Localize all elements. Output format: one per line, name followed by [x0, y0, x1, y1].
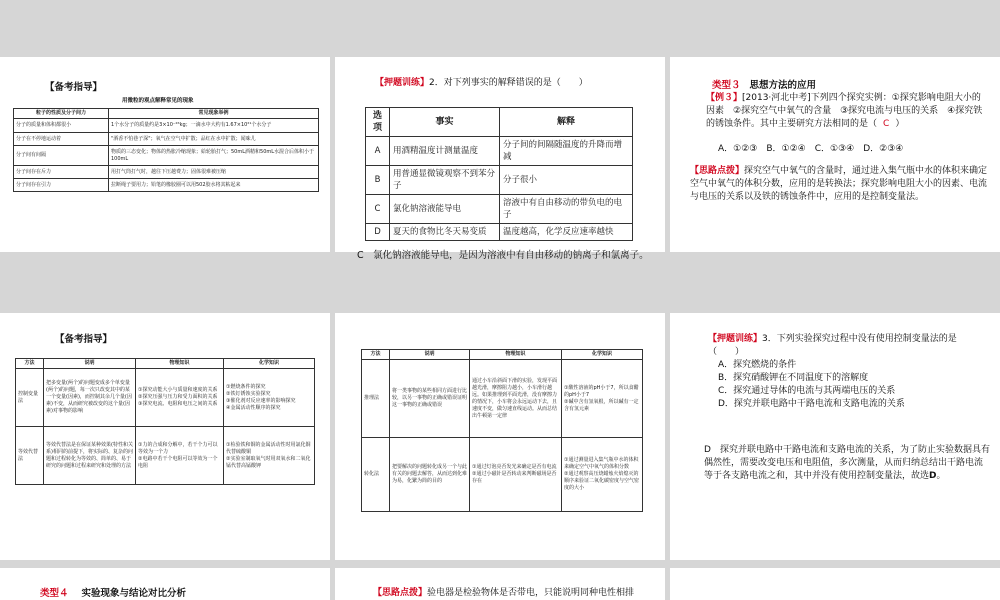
answer-prefix: D [704, 445, 720, 455]
hint-block [690, 165, 990, 204]
option-c: C．探究通过导体的电流与其两端电压的关系 [718, 386, 896, 396]
slide-8-hint[interactable] [335, 568, 665, 600]
slide-4-guidance[interactable] [0, 313, 330, 560]
answer-text: 探究并联电路中干路电流和支路电流的关系，为了防止实验数据具有偶然性，需要改变电压和电阻值，多次测量，从而归纳总结出干路电流等于各支路电流之和，其中并没有使用控制变量法，故选 [704, 445, 990, 481]
table-header: 物理知识 [136, 359, 224, 369]
slide-1-guidance[interactable] [0, 57, 330, 252]
table-header: 方法 [16, 359, 44, 369]
slide-9-blank[interactable] [670, 568, 1000, 600]
hint-tag: 【思路点拨】 [690, 166, 745, 176]
physics-cell: ①通过灯泡亮否发光来确定是否有电流 ②通过小磁针是否转动来判断磁场是否存在 [470, 438, 562, 512]
type-heading [40, 587, 186, 600]
explanation-table [365, 107, 633, 241]
guidance-tag: 【备考指导】 [55, 334, 113, 345]
type-title: 实验现象与结论对比分析 [81, 588, 187, 599]
practice-question [375, 77, 650, 90]
table-row [14, 119, 319, 133]
slide-7-comparison[interactable] [0, 568, 330, 600]
slide-6-practice[interactable] [670, 313, 1000, 560]
description-cell: 把多变量(两个)的问题变成多个单变量(两个)的问题，每一次只改变其中的某一个变量(因素)，而控制其余几个量(因素)不变，从而研究被改变的这个量(因素)对事物的影响 [44, 369, 136, 427]
option-a: A．探究燃烧的条件 [718, 360, 797, 370]
guidance-tag: 【备考指导】 [45, 82, 103, 93]
table-cell: 分子间存在斥力 [14, 166, 109, 179]
type-heading [712, 79, 816, 92]
table-row [14, 179, 319, 192]
chemistry-cell: ①燃烧条件的探究 ②铁钉锈蚀实验探究 ③催化剂对反应速率的影响探究 ④金属活动性顺序的探究 [224, 369, 315, 427]
answer-text: C 氯化钠溶液能导电，是因为溶液中有自由移动的钠离子和氯离子。 [357, 250, 649, 261]
question-text: 3．下列实验探究过程中没有使用控制变量法的是（ ） [708, 334, 957, 357]
methods-table [361, 349, 643, 512]
type-title: 思想方法的应用 [749, 80, 817, 91]
table-cell: 用打气筒打气时，越往下压越费力；固体很难被压缩 [109, 166, 319, 179]
chemistry-cell: ①酸性溶液的pH小于7，所以食醋的pH小于7 ②碱中含有氢氧根，所以碱有一定含有氢元素 [562, 360, 643, 438]
table-row [14, 166, 319, 179]
hint-text: 探究空气中氧气的含量时，通过进入集气瓶中水的体积来确定空气中氧气的体积分数，应用的是转换法；探究影响电阻大小的因素、电流与电压的关系以及铁的锈蚀条件中，应用的是控制变量法。 [690, 166, 988, 202]
explanation-cell: 分子很小 [500, 166, 633, 195]
chemistry-cell: ①通过测量进入集气瓶中水的体积来确定空气中氧气的体积分数 ②通过观察高压烧蜡烛火焰熄灭的顺序来验证二氧化碳密度与空气密度的大小 [562, 438, 643, 512]
method-cell: 控制变量法 [16, 369, 44, 427]
table-cell: 分子间存在引力 [14, 179, 109, 192]
explanation-cell: 分子间的间隔随温度的升降而增减 [500, 137, 633, 166]
table-header: 说明 [390, 350, 470, 360]
table-row [366, 166, 633, 195]
chemistry-cell: ①检验铁和铜的金属活动性时用氯化铜代替硫酸铜 ②实验室制取氧气时用双氧水和二氧化锰代替高锰酸钾 [224, 427, 315, 485]
explanation-cell: 温度越高，化学反应速率越快 [500, 224, 633, 241]
method-cell: 等效代替法 [16, 427, 44, 485]
table-header: 方法 [362, 350, 390, 360]
example-answer: C [883, 119, 890, 129]
table-cell: "酒香不怕巷子深"；氧气在空气中扩散；品红在水中扩散；闻味儿 [109, 133, 319, 146]
fact-cell: 用普通显微镜观察不到苯分子 [390, 166, 500, 195]
table-row [14, 146, 319, 166]
slide-3-methods[interactable] [670, 57, 1000, 252]
option-letter: A [366, 137, 390, 166]
table-row [14, 133, 319, 146]
option-letter: D [366, 224, 390, 241]
description-cell: 将一类事物的某些相同方面进行比较，以另一事物的正确或错误证明这一事物的正确或错误 [390, 360, 470, 438]
practice-tag: 【押题训练】 [708, 334, 763, 344]
description-cell: 等效代替法是在保证某种效果(特性和关系)相同的前提下，将实际的、复杂的问题和过程转化为等效的、简单的、易于研究的问题和过程来研究和处理的方法 [44, 427, 136, 485]
type-label: 类型３ [712, 80, 741, 91]
table-cell: 物质的三态变化；物体的热胀冷缩现象；給轮胎打气；50mL酒精和50mL水混合后体积小于100mL [109, 146, 319, 166]
fact-cell: 夏天的食物比冬天易变质 [390, 224, 500, 241]
particle-table [13, 108, 319, 192]
slide-2-practice[interactable] [335, 57, 665, 261]
methods-table [15, 358, 315, 485]
method-cell: 推理法 [362, 360, 390, 438]
fact-cell: 氯化钠溶液能导电 [390, 195, 500, 224]
slide-5-methods-table[interactable] [335, 313, 665, 560]
table-row [362, 360, 643, 438]
table-cell: 1个水分子的质量约是3×10⁻²⁶kg；一滴水中大约有1.67×10²¹个水分子 [109, 119, 319, 133]
answer-period: 。 [936, 471, 946, 481]
table-row [366, 195, 633, 224]
description-cell: 把要解决的问题转化成另一个与此有关的问题去解答，从而达到化难为易，化繁为简的目的 [390, 438, 470, 512]
table-header: 说明 [44, 359, 136, 369]
explanation-cell: 溶液中有自由移动的带负电的电子 [500, 195, 633, 224]
fact-cell: 用酒精温度计测量温度 [390, 137, 500, 166]
table-header: 粒子的性质及分子间力 [14, 109, 109, 119]
table-cell: 分子间有间隔 [14, 146, 109, 166]
table-cell: 分子的质量和体积都很小 [14, 119, 109, 133]
practice-question [708, 333, 988, 359]
example-text: [2013·河北中考]下列四个探究实例：①探究影响电阻大小的因素 ②探究空气中氧气的含量 ③探究电流与电压的关系 ④探究铁的锈蚀条件。其中主要研究方法相同的是（ [706, 93, 983, 129]
answer-block [704, 444, 990, 483]
practice-tag: 【押题训练】 [375, 78, 430, 88]
table-row [16, 427, 315, 485]
table-row [16, 369, 315, 427]
example-block [706, 92, 988, 131]
physics-cell: 通过小车沿斜面下滑的实验，发现平面越光滑，摩擦阻力越小，小车滑行越远。如果推理到平面光滑，没有摩擦力的情况下，小车将会永远运动下去，且速度不变，做匀速直线运动。从而总结出牛顿第一定律 [470, 360, 562, 438]
physics-cell: ①力的合成和分解中，若干个力可以等效为一个力 ②电路中若干个电阻可以等效为一个电阻 [136, 427, 224, 485]
table-cell: 分子在不停地运动着 [14, 133, 109, 146]
table-header: 事实 [390, 108, 500, 137]
method-cell: 转化法 [362, 438, 390, 512]
table-header: 选项 [366, 108, 390, 137]
hint-block [373, 587, 634, 600]
table-header: 物理知识 [470, 350, 562, 360]
option-b: B．探究硝酸钾在不同温度下的溶解度 [718, 373, 869, 383]
example-close: ） [895, 119, 905, 129]
example-tag: 【例３】 [706, 93, 743, 103]
table-header: 常见现象举例 [109, 109, 319, 119]
physics-cell: ①探究动能大小与质量和速度的关系 ②探究压强与压力和受力面积的关系 ③探究电流、电阻和电压之间的关系 [136, 369, 224, 427]
table-row [362, 438, 643, 512]
hint-tag: 【思路点拨】 [373, 588, 428, 598]
option-letter: B [366, 166, 390, 195]
table-row [366, 137, 633, 166]
table-header: 解释 [500, 108, 633, 137]
option-letter: C [366, 195, 390, 224]
table-header: 化学知识 [562, 350, 643, 360]
table-title: 用微粒的观点解释常见的现象 [122, 98, 194, 104]
hint-text: 验电器是检验物体是否带电，只能说明同种电性相排 [427, 588, 635, 598]
answer-letter: D [929, 471, 937, 481]
table-row [366, 224, 633, 241]
example-options: A．①②③ B．①②④ C．①③④ D．②③④ [718, 144, 904, 154]
table-cell: 拉断绳子要用力；铅笔的橡胶圈可以用502胶水将其粘起来 [109, 179, 319, 192]
option-d: D．探究并联电路中干路电流和支路电流的关系 [718, 399, 905, 409]
type-label: 类型４ [40, 588, 69, 599]
table-header: 化学知识 [224, 359, 315, 369]
question-text: 2．对下列事实的解释错误的是（ ） [429, 78, 588, 88]
